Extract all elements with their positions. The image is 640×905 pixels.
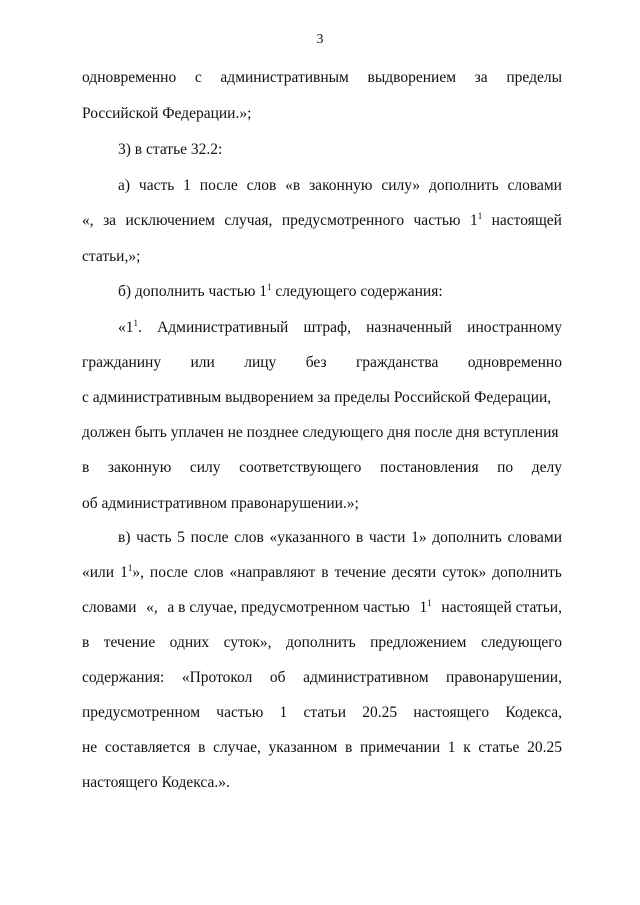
- word: части: [368, 529, 406, 546]
- word: за: [474, 69, 488, 86]
- word: словами: [507, 529, 562, 546]
- word: статьи: [303, 704, 346, 721]
- word: частью: [216, 704, 264, 721]
- word: 1»: [411, 529, 427, 546]
- text-line: статьи,»;: [82, 248, 141, 265]
- word: часть: [138, 177, 175, 194]
- word: в: [321, 564, 329, 581]
- text-line: [82, 633, 562, 653]
- word: без: [305, 354, 327, 371]
- word: $1^1$»,: [120, 563, 144, 581]
- word: назначенный: [366, 319, 452, 336]
- word: $1^1$: [469, 211, 483, 229]
- text-line: [118, 318, 562, 338]
- word: в): [118, 529, 131, 546]
- text-line: [82, 211, 562, 231]
- text-line: [82, 668, 562, 688]
- word: делу: [531, 459, 562, 476]
- word: за: [103, 212, 117, 229]
- text-line: [118, 176, 562, 196]
- word: Административный: [157, 319, 289, 336]
- word: административном: [303, 669, 429, 686]
- word: десяти: [392, 564, 437, 581]
- word: 20.25: [527, 739, 562, 756]
- text-line: [82, 563, 562, 583]
- word: примечании: [359, 739, 441, 756]
- word: настоящей: [491, 212, 562, 229]
- word: 1: [279, 704, 288, 721]
- word: частью: [413, 212, 461, 229]
- word: «в: [285, 177, 301, 194]
- word: 5: [177, 529, 185, 546]
- word: «или: [82, 564, 115, 581]
- phrase: настоящей статьи,: [441, 599, 562, 616]
- word: штраф,: [303, 319, 351, 336]
- word: предусмотренном: [82, 704, 201, 721]
- word: по: [497, 459, 514, 476]
- word: дополнить: [429, 177, 499, 194]
- text-line: Российской Федерации.»;: [82, 105, 252, 122]
- word: слов: [246, 177, 277, 194]
- word: исключением: [125, 212, 215, 229]
- word: соответствующего: [239, 459, 362, 476]
- word: суток»: [442, 564, 487, 581]
- word: 1: [183, 177, 191, 194]
- word: в: [344, 739, 353, 756]
- word: дополнить: [286, 634, 356, 651]
- word: одновременно: [467, 354, 562, 371]
- word: в: [355, 529, 364, 546]
- word: силу»: [381, 177, 421, 194]
- superscript: 1: [133, 318, 138, 328]
- page-number: 3: [316, 32, 324, 47]
- word: течение: [103, 634, 156, 651]
- word: а): [118, 177, 131, 194]
- word: в: [82, 459, 90, 476]
- word: после: [149, 564, 188, 581]
- word: с: [194, 69, 202, 86]
- word: часть: [136, 529, 172, 546]
- word: гражданства: [355, 354, 439, 371]
- word: «направляют: [229, 564, 316, 581]
- word: 20.25: [362, 704, 398, 721]
- text-line: б) дополнить частью $1^1$ следующего содержания:: [118, 282, 443, 300]
- text-line: [82, 68, 562, 88]
- word: Кодекса,: [505, 704, 562, 721]
- word: законную: [107, 459, 172, 476]
- word: случая,: [224, 212, 273, 229]
- superscript: 1: [127, 563, 133, 573]
- superscript: 1: [267, 282, 272, 292]
- word: содержания:: [82, 669, 165, 686]
- text-line: [82, 703, 562, 723]
- word: следующего: [480, 634, 562, 651]
- word: «$1^1$.: [118, 318, 142, 336]
- text-line: настоящего Кодекса.».: [82, 774, 230, 791]
- text-line: [82, 738, 562, 758]
- text-line: об административном правонарушении.»;: [82, 495, 359, 512]
- word: к: [463, 739, 471, 756]
- word: статье: [478, 739, 520, 756]
- text-line: должен быть уплачен не позднее следующего дня после дня вступления: [82, 424, 559, 441]
- text-line: [82, 353, 562, 373]
- word: после: [190, 529, 229, 546]
- word: «,: [146, 599, 158, 616]
- word: словами: [82, 599, 137, 616]
- word: течение: [334, 564, 387, 581]
- word: предусмотренного: [281, 212, 405, 229]
- word: правонарушении,: [446, 669, 562, 686]
- word: выдворением: [367, 69, 457, 86]
- word: «,: [82, 212, 94, 229]
- text-line: [82, 458, 562, 478]
- text-line: [82, 598, 562, 618]
- word: об: [269, 669, 286, 686]
- word: составляется: [104, 739, 191, 756]
- word: одновременно: [82, 69, 177, 86]
- word: слов: [234, 529, 264, 546]
- word: настоящего: [413, 704, 490, 721]
- word: административным: [220, 69, 349, 86]
- text-line: с административным выдворением за пределы Российской Федерации,: [82, 389, 552, 406]
- word: законную: [309, 177, 373, 194]
- word: указанном: [268, 739, 338, 756]
- word: или: [190, 354, 215, 371]
- word: гражданину: [82, 354, 162, 371]
- word: $1^1$: [419, 598, 432, 616]
- word: 1: [447, 739, 456, 756]
- word: суток»,: [223, 634, 272, 651]
- word: дополнить: [432, 529, 502, 546]
- word: постановления: [379, 459, 479, 476]
- word: словами: [507, 177, 562, 194]
- word: пределы: [506, 69, 562, 86]
- word: иностранному: [467, 319, 562, 336]
- superscript: 1: [477, 211, 483, 221]
- section-heading: 3) в статье 32.2:: [118, 141, 223, 158]
- word: «указанного: [269, 529, 351, 546]
- word: в: [82, 634, 90, 651]
- word: после: [199, 177, 238, 194]
- word: случае,: [213, 739, 261, 756]
- superscript: 1: [427, 598, 432, 608]
- word: лицу: [244, 354, 277, 371]
- word: в: [198, 739, 206, 756]
- word: слов: [193, 564, 224, 581]
- word: одних: [169, 634, 210, 651]
- word: силу: [189, 459, 221, 476]
- word: предложением: [370, 634, 467, 651]
- phrase: а в случае, предусмотренном частью: [167, 599, 410, 616]
- word: «Протокол: [181, 669, 253, 686]
- text-line: [118, 528, 562, 548]
- word: дополнить: [492, 564, 562, 581]
- word: не: [82, 739, 98, 756]
